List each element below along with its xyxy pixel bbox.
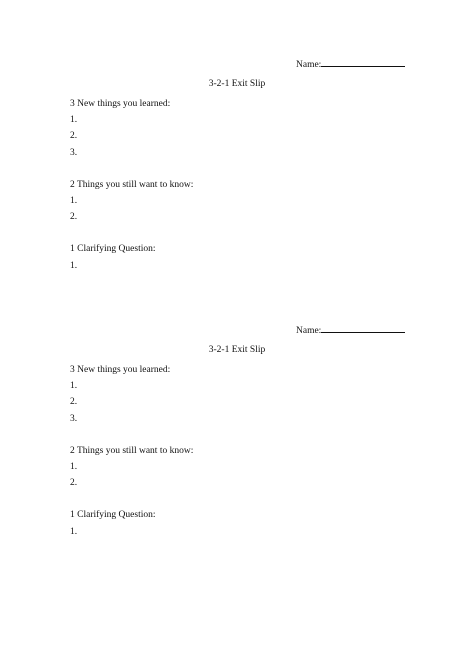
name-label: Name: bbox=[296, 326, 322, 336]
want-to-know-heading: 2 Things you still want to know: bbox=[70, 180, 194, 190]
name-field bbox=[296, 57, 405, 71]
name-blank-line bbox=[321, 323, 405, 333]
exit-slip-top bbox=[0, 0, 474, 300]
clarifying-heading: 1 Clarifying Question: bbox=[70, 510, 156, 520]
clarifying-item-1: 1. bbox=[70, 527, 78, 537]
exit-slip-bottom bbox=[0, 266, 474, 566]
want-to-know-item-1: 1. bbox=[70, 196, 78, 206]
want-to-know-item-1: 1. bbox=[70, 462, 78, 472]
name-blank-line bbox=[321, 57, 405, 67]
clarifying-heading: 1 Clarifying Question: bbox=[70, 244, 156, 254]
want-to-know-heading: 2 Things you still want to know: bbox=[70, 446, 194, 456]
name-label: Name: bbox=[296, 60, 322, 70]
learned-item-3: 3. bbox=[70, 414, 78, 424]
want-to-know-item-2: 2. bbox=[70, 478, 78, 488]
clarifying-item-1: 1. bbox=[70, 261, 78, 271]
name-field bbox=[296, 323, 405, 337]
slip-title: 3-2-1 Exit Slip bbox=[208, 345, 266, 355]
learned-item-2: 2. bbox=[70, 397, 78, 407]
learned-heading: 3 New things you learned: bbox=[70, 99, 171, 109]
learned-item-1: 1. bbox=[70, 381, 78, 391]
learned-item-2: 2. bbox=[70, 131, 78, 141]
learned-item-3: 3. bbox=[70, 148, 78, 158]
want-to-know-item-2: 2. bbox=[70, 212, 78, 222]
learned-item-1: 1. bbox=[70, 115, 78, 125]
slip-title: 3-2-1 Exit Slip bbox=[208, 79, 266, 89]
learned-heading: 3 New things you learned: bbox=[70, 365, 171, 375]
